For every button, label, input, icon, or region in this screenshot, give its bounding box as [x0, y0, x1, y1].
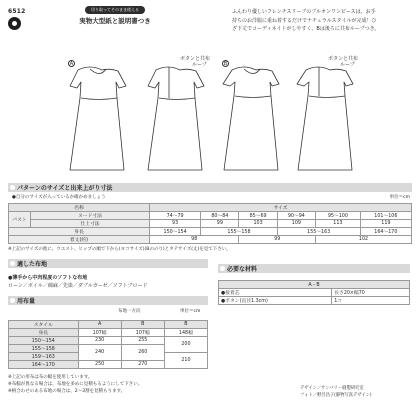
bottom-note-line: ※柄合わせのある布地の場合は、2〜3割を見積もります。	[8, 389, 126, 394]
size-table	[8, 203, 412, 244]
table-row	[9, 220, 412, 228]
cut-row-label: 155〜158	[9, 345, 79, 353]
size-cell: 119	[360, 220, 411, 228]
badge-title: 実物大型紙と説明書つき	[79, 17, 151, 25]
intro-line: ざ下丈でコーディネイトがしやすく、Bは後ろに共布ループつき。	[232, 26, 380, 32]
cut-section-header	[8, 296, 208, 305]
size-section-header	[8, 183, 412, 192]
cut-head: B	[164, 321, 207, 329]
cut-cell: 210	[164, 353, 207, 369]
cut-row-label: 身長	[9, 329, 79, 337]
size-cell: 99	[201, 220, 239, 228]
size-cell: 102	[315, 236, 411, 244]
table-row	[219, 289, 410, 297]
bullet-icon	[10, 298, 15, 303]
table-row	[9, 228, 412, 236]
cut-section-title: 用布量	[17, 298, 36, 305]
dress-b-back	[297, 67, 353, 170]
cut-table	[8, 320, 208, 369]
dress-a-mark: A	[69, 61, 74, 67]
size-cell: 93	[149, 220, 200, 228]
table-row	[9, 204, 412, 212]
size-unit: 単位＝cm	[389, 195, 410, 200]
cut-width: 148幅	[164, 329, 207, 337]
badge-caption: 切り取ってそのまま使える	[85, 6, 145, 14]
size-cell: 155〜158	[201, 228, 278, 236]
pattern-number: 6512	[8, 8, 26, 15]
fabric-section-title: 適した布地	[17, 261, 48, 268]
size-cell: 113	[315, 220, 360, 228]
cut-cell: 270	[121, 361, 164, 369]
table-row	[9, 212, 412, 220]
size-check-note: ●自分のサイズが入っているか確かめましょう	[12, 195, 106, 200]
loop-note-b-line1: ボタンと共布	[328, 56, 359, 62]
cut-cell: 200	[164, 337, 207, 353]
credit-photo: フォト／野呂昌子(静物写真デザイン)	[300, 393, 372, 398]
size-cell: 98	[149, 236, 238, 244]
cut-cell: 260	[121, 345, 164, 361]
dress-a-front	[70, 67, 126, 170]
size-cell: 99	[239, 236, 316, 244]
fabric-line: ローン／ボイル／綿麻／先染／ダブルガーゼ／ソフトブロード	[8, 283, 148, 289]
cut-head: B	[121, 321, 164, 329]
dress-illustrations	[60, 58, 360, 180]
size-header-size: サイズ	[149, 204, 411, 212]
size-cell: 109	[277, 220, 315, 228]
bullet-icon	[10, 261, 15, 266]
pattern-logo	[8, 8, 30, 30]
size-header-name: 名称	[9, 204, 150, 212]
material-item: ●ボタン(直径1.3cm)	[219, 297, 332, 305]
intro-line: 持ちのお洋服に重ね着するだけでナチュラルスタイルが完成！ひ	[232, 17, 377, 24]
size-cell: 74〜79	[149, 212, 200, 220]
bullet-icon	[10, 185, 15, 190]
brand-circle-icon	[8, 17, 21, 30]
row-label: 仕上寸法	[31, 220, 150, 228]
dress-b-front	[223, 67, 279, 170]
size-cell: 95〜100	[315, 212, 360, 220]
size-cell: 101〜106	[360, 212, 411, 220]
material-value: 長さ20×幅70	[332, 289, 410, 297]
fabric-line: ●薄手から中肉程度のソフトな布地	[8, 275, 88, 281]
bullet-icon	[220, 266, 225, 271]
loop-note-b-line2: ループ	[340, 62, 355, 68]
table-row	[219, 281, 410, 289]
table-row	[9, 321, 208, 329]
loop-note-a	[180, 56, 210, 68]
cut-cell: 240	[78, 345, 121, 361]
loop-note-a-line1: ボタンと共布	[180, 56, 211, 62]
materials-head: A・B	[219, 281, 410, 289]
cut-unit: 単位＝cm	[180, 309, 201, 314]
cut-cell: 255	[121, 337, 164, 345]
cut-row-label: 164〜170	[9, 361, 79, 369]
loop-note-a-line2: ループ	[192, 62, 207, 68]
bottom-note-line: ※布幅が異なる場合は、布地を多めに見積もるようにして下さい。	[8, 382, 143, 387]
size-cell: 85〜69	[239, 212, 277, 220]
materials-section-title: 必要な材料	[227, 266, 258, 273]
dress-b-mark: B	[223, 61, 228, 67]
bottom-notes	[8, 374, 220, 395]
table-row	[9, 337, 208, 345]
cut-width: 107幅	[121, 329, 164, 337]
size-cell: 150〜154	[149, 228, 200, 236]
size-cell: 90〜94	[277, 212, 315, 220]
size-footnote: ※上記のサイズの他に、ウエスト、ヒップの順で下から(ヨコサイズ)(Bののり)とタテサイズ(丈)を見て下さい。	[8, 247, 231, 252]
cut-width-note: 布地一方向	[118, 309, 141, 314]
material-item: ●接着芯	[219, 289, 332, 297]
dress-line-art	[60, 58, 360, 180]
intro-text	[232, 8, 408, 34]
cut-head: A	[78, 321, 121, 329]
intro-line: ふんわり優しいフレンチスリーブのプルオンワンピースは、お手	[232, 9, 376, 15]
credit-design: デザイン／サンバリー縫製研究室	[300, 386, 364, 391]
cut-width: 107幅	[78, 329, 121, 337]
table-row	[9, 329, 208, 337]
loop-note-b	[328, 56, 358, 68]
material-value: 1コ	[332, 297, 410, 305]
size-section-title: パターンのサイズと出来上がり寸法	[17, 185, 113, 192]
cut-head: スタイル	[9, 321, 79, 329]
materials-table	[218, 280, 410, 305]
table-row	[219, 297, 410, 305]
row-label: 着丈(約)	[9, 236, 150, 244]
credits	[300, 385, 412, 399]
size-cell: 80〜84	[201, 212, 239, 220]
cut-cell: 250	[78, 361, 121, 369]
fabric-section-header	[8, 259, 208, 268]
row-label: 身長	[9, 228, 150, 236]
cut-row-label: 159〜163	[9, 353, 79, 361]
materials-section-header	[218, 264, 410, 273]
cut-cell: 230	[78, 337, 121, 345]
bust-group-label: バスト	[9, 212, 31, 228]
cut-row-label: 150〜154	[9, 337, 79, 345]
size-cell: 103	[239, 220, 277, 228]
bottom-note-line: ※上記の用布は布の幅を使用しています。	[8, 375, 93, 380]
size-cell: 164〜170	[360, 228, 411, 236]
table-row	[9, 236, 412, 244]
row-label: ヌード寸法	[31, 212, 150, 220]
size-cell: 155〜163	[277, 228, 360, 236]
dress-a-back	[148, 67, 204, 170]
materials-box	[218, 280, 410, 305]
fabric-list	[8, 274, 208, 290]
pattern-badge	[56, 6, 174, 25]
